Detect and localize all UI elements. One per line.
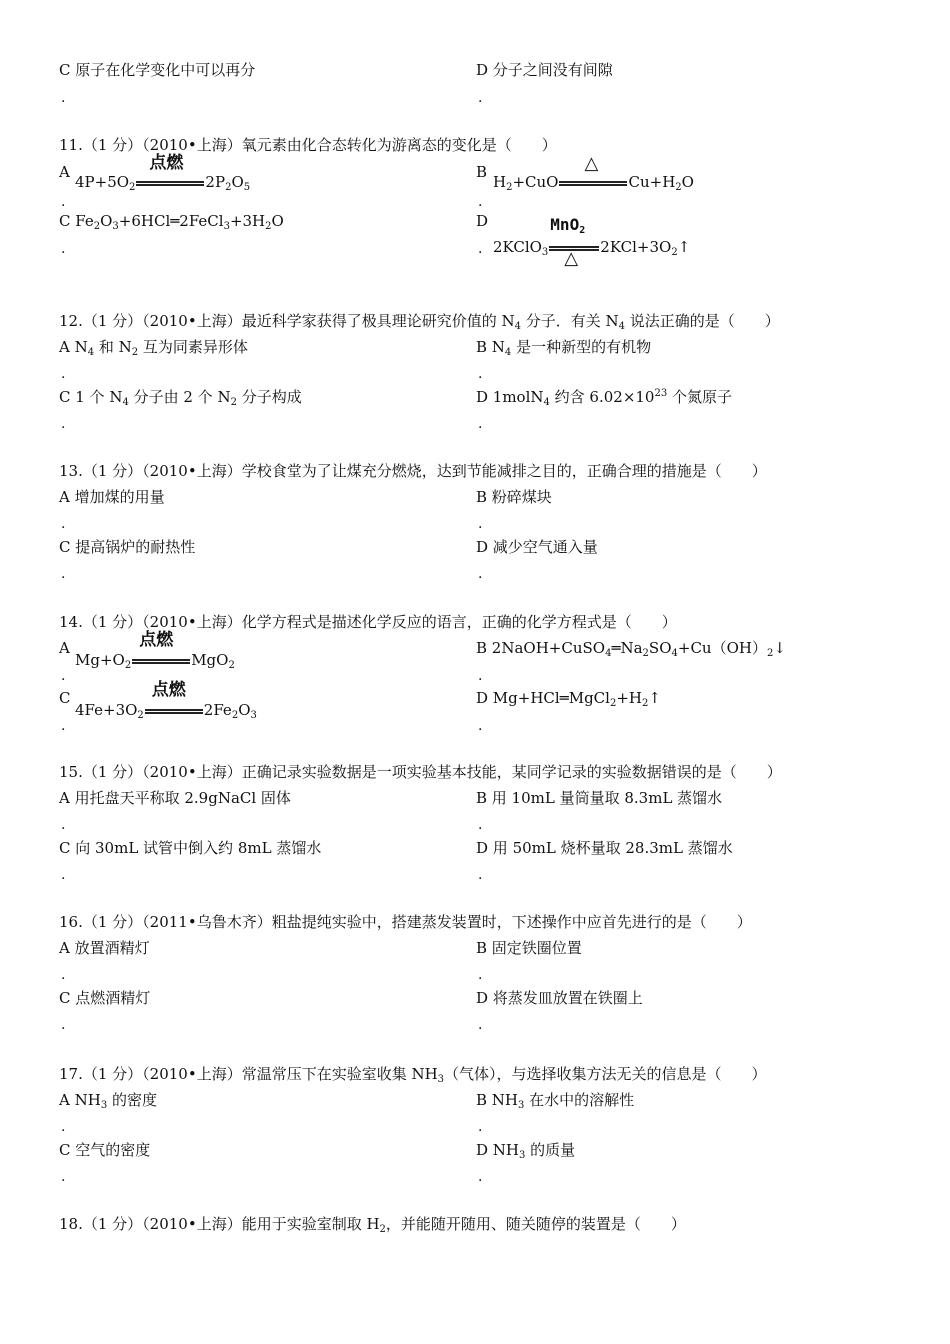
condition-heat: △ [584,153,599,174]
option-d: D $Mg+HCl═MgCl_2+H_2↑$ [476,689,661,709]
dot: . [61,817,66,833]
question-stem: 14.（1 分）（2010•上海）化学方程式是描述化学反应的语言，正确的化学方程式是（ ） [59,613,677,631]
question-stem: 12.（1 分）（2010•上海）最近科学家获得了极具理论研究价值的 $N_4$ 分子．有关 $N_4$ 说法正确的是（ ） [59,312,780,332]
option-d: D 分子之间没有间隙 [476,61,613,79]
dot: . [478,566,483,582]
condition-ignite: 点燃 [149,153,184,173]
dot: . [478,1017,483,1033]
dot: . [478,668,483,684]
dot: . [478,967,483,983]
option-d-letter: D [476,212,489,230]
option-a: A $N_4$ 和 $N_2$ 互为同素异形体 [59,338,248,358]
option-c-equation: $4Fe+3O_2$ 点燃 $2Fe_2O_3$ [75,680,257,721]
option-c: C 空气的密度 [59,1141,151,1159]
option-b: B $NH_3$ 在水中的溶解性 [476,1091,635,1111]
option-b: B 用 10mL 量筒量取 8.3mL 蒸馏水 [476,789,723,807]
option-c: C 提高锅炉的耐热性 [59,538,196,556]
condition-ignite: 点燃 [139,630,174,650]
option-b: B $N_4$ 是一种新型的有机物 [476,338,652,358]
question-stem: 11.（1 分）（2010•上海）氧元素由化合态转化为游离态的变化是（ ） [59,136,557,154]
option-a: A 放置酒精灯 [59,939,150,957]
option-d: D $NH_3$ 的质量 [476,1141,576,1161]
dot: . [61,566,66,582]
dot: . [478,516,483,532]
dot: . [61,1119,66,1135]
dot: . [61,516,66,532]
option-a-equation: $4P+5O_2$ 点燃 $2P_2O_5$ [75,153,251,193]
option-b: B 粉碎煤块 [476,488,552,506]
condition-catalyst: MnO$_2$ [550,215,586,236]
equals-sign [145,709,203,714]
option-a-equation: $Mg+O_2$ 点燃 MgO$_2$ [75,630,235,671]
dot: . [61,1017,66,1033]
option-a: A 用托盘天平称取 2.9gNaCl 固体 [59,789,291,807]
equals-sign [132,659,190,664]
option-d: D 将蒸发皿放置在铁圈上 [476,989,643,1007]
equals-sign [559,181,627,186]
option-d-equation: 2KClO$_3$ MnO$_2$ △ $2KCl+3O_2↑$ [493,215,691,269]
question-stem: 17.（1 分）（2010•上海）常温常压下在实验室收集 $NH_3$（气体），与选择收集方法无关的信息是（ ） [59,1065,767,1085]
option-a: A 增加煤的用量 [59,488,165,506]
option-b-equation: $H_2+CuO$ △ $Cu+H_2O$ [493,153,694,193]
question-stem: 16.（1 分）（2011•乌鲁木齐）粗盐提纯实验中，搭建蒸发装置时，下述操作中应首先进行的是（ ） [59,913,752,931]
dot: . [478,867,483,883]
option-c: C 点燃酒精灯 [59,989,151,1007]
dot: . [61,718,66,734]
option-c: C $Fe_2O_3+6HCl═2FeCl_3+3H_2O$ [59,212,284,232]
option-a-letter: A [59,163,70,181]
option-b: B 固定铁圈位置 [476,939,582,957]
dot: . [478,241,483,257]
dot: . [61,1169,66,1185]
option-c: C 向 30mL 试管中倒入约 8mL 蒸馏水 [59,839,322,857]
dot: . [478,366,483,382]
option-c: C 1 个 $N_4$ 分子由 2 个 $N_2$ 分子构成 [59,388,302,408]
dot: . [478,416,483,432]
option-d: D 1molN$_4$ 约含 $6.02\times 10^{23}$ 个氮原子 [476,388,732,408]
dot: . [478,1169,483,1185]
condition-heat: △ [564,248,579,269]
dot: . [61,416,66,432]
dot: . [61,967,66,983]
equals-sign [136,181,204,186]
option-d: D 减少空气通入量 [476,538,598,556]
dot: . [478,817,483,833]
dot: . [61,90,66,106]
dot: . [61,194,66,210]
option-b: B $2NaOH+CuSO_4═Na_2SO_4+Cu(OH)_2↓$ [476,639,786,659]
option-a: A $NH_3$ 的密度 [59,1091,157,1111]
option-c: C 原子在化学变化中可以再分 [59,61,256,79]
condition-ignite: 点燃 [151,680,186,700]
dot: . [478,90,483,106]
option-d: D 用 50mL 烧杯量取 28.3mL 蒸馏水 [476,839,733,857]
dot: . [478,194,483,210]
option-a-letter: A [59,639,70,657]
option-c-letter: C [59,689,71,707]
dot: . [478,718,483,734]
option-b-letter: B [476,163,488,181]
dot: . [61,366,66,382]
dot: . [61,668,66,684]
dot: . [61,867,66,883]
dot: . [61,241,66,257]
question-stem: 18.（1 分）（2010•上海）能用于实验室制取 $H_2$，并能随开随用、随关随停的装置是（ ） [59,1215,686,1235]
question-stem: 15.（1 分）（2010•上海）正确记录实验数据是一项实验基本技能，某同学记录的实验数据错误的是（ ） [59,763,782,781]
dot: . [478,1119,483,1135]
question-stem: 13.（1 分）（2010•上海）学校食堂为了让煤充分燃烧，达到节能减排之目的，正确合理的措施是（ ） [59,462,767,480]
